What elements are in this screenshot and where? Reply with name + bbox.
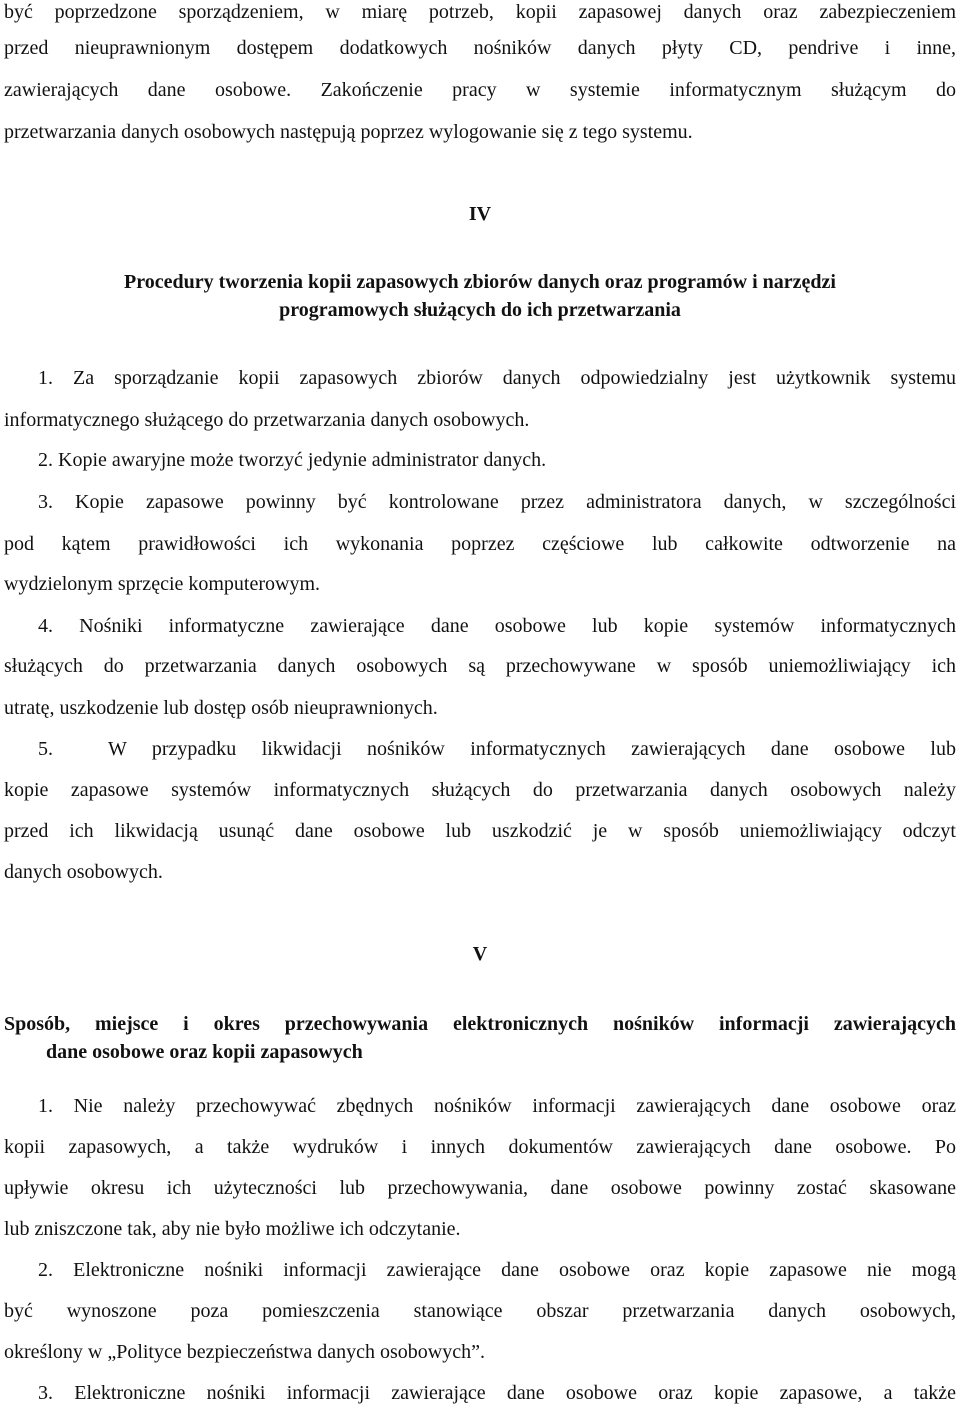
section-iv-p4-line-2: służących do przetwarzania danych osobowych są przechowywane w sposób uniemożliwiający ich — [4, 655, 956, 677]
section-v-p1-line-4: lub zniszczone tak, aby nie było możliwe ich odczytanie. — [4, 1218, 461, 1240]
intro-line-1: być poprzedzone sporządzeniem, w miarę potrzeb, kopii zapasowej danych oraz zabezpieczeniem — [4, 1, 956, 23]
section-iv-numeral: IV — [468, 203, 492, 225]
section-iv-p5-line-1: W przypadku likwidacji nośników informatycznych zawierających dane osobowe lub — [108, 738, 956, 760]
section-v-numeral: V — [472, 943, 488, 965]
section-v-p1-line-1: 1. Nie należy przechowywać zbędnych nośników informacji zawierających dane osobowe oraz — [38, 1095, 956, 1117]
intro-line-3: zawierających dane osobowe. Zakończenie pracy w systemie informatycznym służącym do — [4, 79, 956, 101]
section-iv-p4-line-3: utratę, uszkodzenie lub dostęp osób nieuprawnionych. — [4, 697, 438, 719]
section-iv-title-line-2: programowych służących do ich przetwarzania — [279, 299, 681, 321]
section-iv-p3-line-3: wydzielonym sprzęcie komputerowym. — [4, 573, 321, 595]
section-v-p3-line-1: 3. Elektroniczne nośniki informacji zawierające dane osobowe oraz kopie zapasowe, a także — [38, 1382, 956, 1404]
section-iv-p4-line-1: 4. Nośniki informatyczne zawierające dane osobowe lub kopie systemów informatycznych — [38, 615, 956, 637]
section-iv-p5-number: 5. — [38, 738, 53, 760]
section-v-p2-line-3: określony w „Polityce bezpieczeństwa danych osobowych”. — [4, 1341, 485, 1363]
section-v-p1-line-3: upływie okresu ich użyteczności lub przechowywania, dane osobowe powinny zostać skasowane — [4, 1177, 956, 1199]
section-iv-title-line-1: Procedury tworzenia kopii zapasowych zbiorów danych oraz programów i narzędzi — [124, 271, 836, 293]
section-iv-p3-line-2: pod kątem prawidłowości ich wykonania poprzez częściowe lub całkowite odtworzenie na — [4, 533, 956, 555]
intro-line-4: przetwarzania danych osobowych następują poprzez wylogowanie się z tego systemu. — [4, 121, 693, 143]
section-v-p1-line-2: kopii zapasowych, a także wydruków i innych dokumentów zawierających dane osobowe. Po — [4, 1136, 956, 1158]
section-v-title-line-2: dane osobowe oraz kopii zapasowych — [46, 1041, 363, 1063]
section-iv-p1-line-1: 1. Za sporządzanie kopii zapasowych zbiorów danych odpowiedzialny jest użytkownik systemu — [38, 367, 956, 389]
section-v-title-line-1: Sposób, miejsce i okres przechowywania elektronicznych nośników informacji zawierających — [4, 1013, 956, 1035]
section-iv-p5-line-4: danych osobowych. — [4, 861, 163, 883]
section-iv-p5-line-2: kopie zapasowe systemów informatycznych służących do przetwarzania danych osobowych należy — [4, 779, 956, 801]
section-iv-p2-line-1: 2. Kopie awaryjne może tworzyć jedynie administrator danych. — [38, 449, 547, 471]
intro-line-2: przed nieuprawnionym dostępem dodatkowych nośników danych płyty CD, pendrive i inne, — [4, 37, 956, 59]
section-iv-p5-line-3: przed ich likwidacją usunąć dane osobowe lub uszkodzić je w sposób uniemożliwiający odczyt — [4, 820, 956, 842]
section-iv-p3-line-1: 3. Kopie zapasowe powinny być kontrolowane przez administratora danych, w szczególności — [38, 491, 956, 513]
section-iv-p1-line-2: informatycznego służącego do przetwarzania danych osobowych. — [4, 409, 530, 431]
section-v-p2-line-2: być wynoszone poza pomieszczenia stanowiące obszar przetwarzania danych osobowych, — [4, 1300, 956, 1322]
section-v-p2-line-1: 2. Elektroniczne nośniki informacji zawierające dane osobowe oraz kopie zapasowe nie mogą — [38, 1259, 956, 1281]
